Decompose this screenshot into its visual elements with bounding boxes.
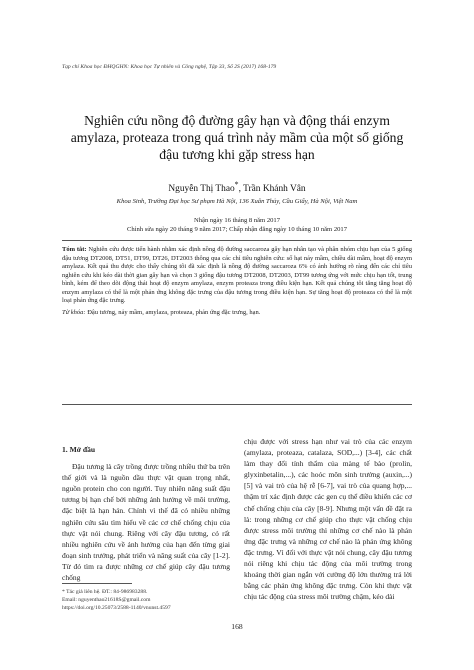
abstract-text: Nghiên cứu được tiến hành nhằm xác định nồng độ đường saccaroza gây hạn nhân tạo và phân nhóm chịu hạn của 5 giống đậu tương DT2008, DT51, DT99, DT26, DT2003 thông qua các chỉ tiêu nghiên cứu: số hạt nảy mầm, chiều dài mầm, hoạt độ enzym amylaza. Kết quả thu được cho thấy chúng tôi đã xác định là nồng độ đường saccaroza 6% có ảnh hưởng rõ ràng đến các chỉ tiêu nghiên cứu khi kéo dài thời gian gây hạn và chọn 3 giống đậu tương DT2008, DT2003, DT99 tương ứng với mức chịu hạn tốt, trung bình, kém để theo dõi động thái hoạt độ enzym amylaza, enzym proteaza trong điều kiện hạn. Kết quả chúng tôi tăng tăng hoạt độ enzym amylaza có thể là một phản ứng không đặc trưng của đậu tương trong điều kiện hạn. Sự tăng hoạt độ proteaza có thể là một loại phản ứng đặc trưng. <box>62 246 412 305</box>
article-title <box>40 112 434 163</box>
doi-link[interactable]: https://doi.org/10.25073/2588-1140/vnunst.4597 <box>62 605 171 611</box>
corresponding-author-note: * Tác giả liên hệ. ĐT.: 84-986983288. <box>62 589 148 595</box>
left-column <box>62 444 230 583</box>
author-2: Trần Khánh Vân <box>243 184 306 195</box>
abstract-label: Tóm tắt: <box>62 246 89 253</box>
abstract-bottom-rule <box>62 404 412 405</box>
keywords-paragraph <box>62 309 412 318</box>
footnote-rule <box>62 583 132 584</box>
footnotes <box>62 588 232 612</box>
author-separator: , <box>238 184 244 195</box>
author-list <box>40 180 434 194</box>
title-line-1: Nghiên cứu nồng độ đường gây hạn và động thái enzym <box>84 113 390 128</box>
abstract-top-rule <box>62 240 412 241</box>
title-line-3: đậu tương khi gặp stress hạn <box>159 147 315 162</box>
page-number: 168 <box>231 622 243 631</box>
keywords-text: Đậu tương, nảy mầm, amylaza, proteaza, phản ứng đặc trưng, hạn. <box>87 308 261 316</box>
journal-header: Tạp chí Khoa học ĐHQGHN: Khoa học Tự nhiên và Công nghệ, Tập 33, Số 2S (2017) 168-179 <box>62 64 277 70</box>
section-1-heading: 1. Mở đầu <box>62 445 96 454</box>
received-date: Nhận ngày 16 tháng 8 năm 2017 <box>193 217 281 224</box>
keywords-label: Từ khóa: <box>62 308 88 316</box>
author-1: Nguyễn Thị Thao <box>168 184 235 195</box>
abstract <box>62 246 412 317</box>
revised-accepted-date: Chỉnh sửa ngày 20 tháng 9 năm 2017; Chấp nhận đăng ngày 10 tháng 10 năm 2017 <box>126 226 348 233</box>
right-column <box>244 436 412 602</box>
intro-paragraph-right: chịu được với stress hạn như vai trò của các enzym (amylaza, proteaza, catalaza, SOD,...) [3-4], các chất làm thay đổi tính thẩm của màng tế bào (prolin, glyxinbetalin,...), các hoóc môn sinh trưởng (auxin,...) [5] và vai trò của hệ rễ [6-7], vai trò của quang hợp,... thậm trí xác định được các gen cụ thể điều khiển các cơ chế chống chịu của cây [8-9]. Nhưng một vấn đề đặt ra là: trong những cơ chế giúp cho thực vật chống chịu được stress môi trường thì những cơ chế nào là phản ứng đặc trưng và những cơ chế nào là phản ứng không đặc trưng. Vì đối với thực vật nói chung, cây đậu tương nói riêng khi chịu tác động của môi trường trong khoảng thời gian ngắn với cường độ lớn thường trả lời bằng các phản ứng không đặc trưng. Còn khi thực vật chịu tác động của stress môi trường chậm, kéo dài <box>244 437 412 602</box>
article-dates <box>40 216 434 234</box>
title-line-2: amylaza, proteaza trong quá trình nảy mầm của một số giống <box>70 130 404 145</box>
affiliation: Khoa Sinh, Trường Đại học Sư phạm Hà Nội, 136 Xuân Thủy, Cầu Giấy, Hà Nội, Việt Nam <box>116 198 358 205</box>
intro-paragraph-left: Đậu tương là cây trồng được trồng nhiều thứ ba trên thế giới và là nguồn dầu thực vật quan trọng nhất, nguồn protein cho con người. Tuy nhiên năng suất đậu tương bị hạn chế bởi những ảnh hưởng về môi trường, đặc biệt là hạn hán. Chính vì thế đã có nhiều những nghiên cứu sâu tìm hiểu về các cơ chế chống chịu của thực vật nói chung. Riêng với cây đậu tương, có rất nhiều nghiên cứu về ảnh hưởng của hạn đến từng giai đoạn sinh trưởng, phát triển và năng suất của cây [1-2]. Từ đó tìm ra được những cơ chế giúp cây đậu tương chống <box>62 462 230 583</box>
corresponding-mark: * <box>234 180 239 189</box>
email-note: Email: nguyenthao21618S@gmail.com <box>62 597 151 603</box>
abstract-paragraph <box>62 246 412 306</box>
